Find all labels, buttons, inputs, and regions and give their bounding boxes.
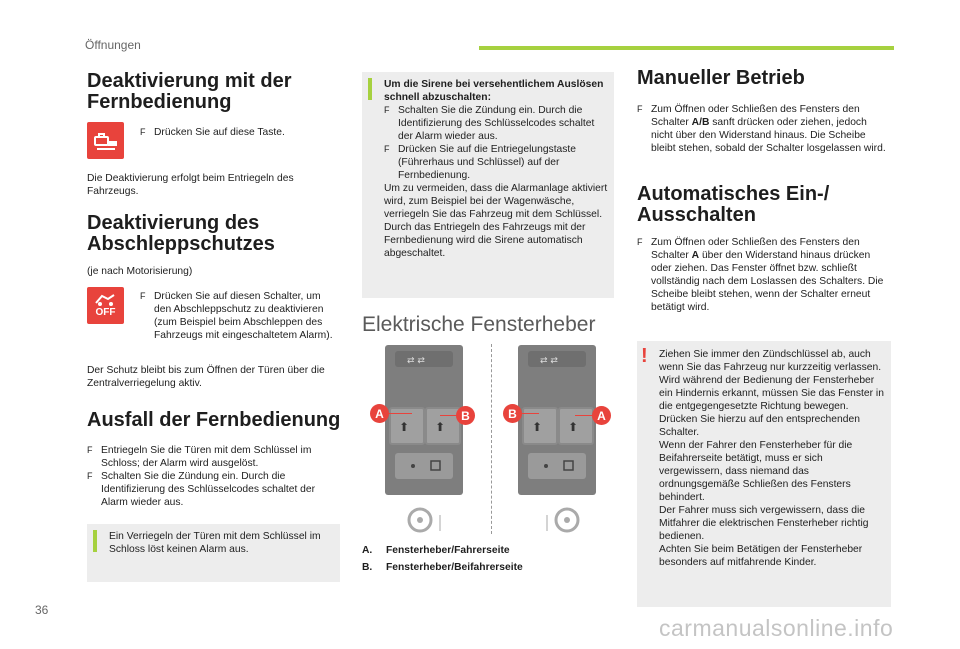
- caption-a: A. Fensterheber/Fahrerseite: [362, 545, 510, 556]
- steering-wheel-icon: [405, 505, 445, 540]
- info-bullet-unlock: F Drücken Sie auf die Entriegelungstaste (Führerhaus und Schlüssel) auf der Fernbedienung.: [384, 144, 577, 181]
- label-b-right: B: [503, 404, 522, 423]
- text-engine-note: (je nach Motorisierung): [87, 266, 193, 277]
- heading-remote-deactivation: Deaktivierung mit der Fernbedienung: [87, 70, 292, 113]
- info-marker: [93, 530, 97, 552]
- info-title: Um die Sirene bei versehentlichem Auslösen schnell abzuschalten:: [384, 79, 604, 103]
- warning-box: [637, 341, 891, 607]
- info-text-carwash: Um zu vermeiden, dass die Alarmanlage aktiviert wird, zum Beispiel bei der Wagenwäsche, verriegeln Sie das Fahrzeug mit dem Schlüssel.: [384, 183, 608, 220]
- warning-paragraph: Achten Sie beim Betätigen der Fensterheber besonders auf mitfahrende Kinder.: [659, 544, 863, 568]
- svg-text:⬆: ⬆: [435, 420, 446, 434]
- heading-automatic-operation: Automatisches Ein-/ Ausschalten: [637, 183, 830, 226]
- watermark: carmanualsonline.info: [659, 615, 894, 641]
- heading-electric-windows: Elektrische Fensterheber: [362, 313, 596, 336]
- warning-icon: !: [641, 345, 648, 367]
- driver-door-switch-panel: [385, 345, 463, 495]
- info-text-siren-off: Durch das Entriegeln des Fahrzeugs mit der Fernbedienung wird die Sirene automatisch abgeschaltet.: [384, 222, 586, 259]
- section-header: Öffnungen: [85, 38, 141, 52]
- mirror-switch: [395, 351, 453, 367]
- page-number: 36: [35, 603, 49, 617]
- label-a-right: A: [592, 406, 611, 425]
- heading-towing-protection: Deaktivierung des Abschleppschutzes: [87, 212, 275, 255]
- svg-text:⬆: ⬆: [532, 420, 543, 434]
- info-text: Ein Verriegeln der Türen mit dem Schlüssel im Schloss löst keinen Alarm aus.: [109, 531, 321, 555]
- warning-paragraph: Der Fahrer muss sich vergewissern, dass die Mitfahrer die elektrischen Fensterheber richtig bedienen.: [659, 505, 869, 542]
- svg-text:⬆: ⬆: [568, 420, 579, 434]
- label-a-left: A: [370, 404, 389, 423]
- bullet-unlock-key: F Entriegeln Sie die Türen mit dem Schlüssel im Schloss; der Alarm wird ausgelöst.: [87, 445, 312, 469]
- svg-text:⬆: ⬆: [399, 420, 410, 434]
- header-divider: [479, 46, 894, 50]
- bullet-press-button: F Drücken Sie auf diese Taste.: [140, 127, 285, 138]
- lock-switch[interactable]: [395, 453, 453, 479]
- bullet-ignition: F Schalten Sie die Zündung ein. Durch die Identifizierung des Schlüsselcodes schaltet der Alarm wieder aus.: [87, 471, 316, 508]
- info-marker: [368, 78, 372, 100]
- bullet-towing-switch: F Drücken Sie auf diesen Schalter, um den Abschleppschutz zu deaktivieren (zum Beispiel beim Abschleppen des Fahrzeugs mit eingeschaltetem Alarm).: [140, 291, 333, 341]
- info-box-key-lock: [87, 524, 340, 582]
- warning-paragraph: Wenn der Fahrer den Fensterheber für die Beifahrerseite betätigt, muss er sich vergewissern, dass niemand das ordnungsgemäße Schließen des Fensters behindert.: [659, 440, 853, 503]
- text-deactivation-unlock: Die Deaktivierung erfolgt beim Entriegeln des Fahrzeugs.: [87, 173, 294, 197]
- illustration-divider: [491, 344, 492, 534]
- svg-text:⇄ ⇄: ⇄ ⇄: [407, 356, 425, 366]
- caption-b: B. Fensterheber/Beifahrerseite: [362, 562, 523, 573]
- passenger-door-switch-panel: [518, 345, 596, 495]
- bullet-automatic: F Zum Öffnen oder Schließen des Fensters den Schalter A über den Widerstand hinaus drücken oder ziehen. Das Fenster öffnet bzw. schließt vollständig nach dem Loslassen des Schalters. Die Scheibe bleibt stehen, wenn der Schalter erneut betätigt wird.: [637, 237, 884, 313]
- remote-key-icon: [87, 122, 124, 159]
- mirror-switch: [528, 351, 586, 367]
- tow-off-icon: OFF: [87, 287, 124, 324]
- bullet-manual: F Zum Öffnen oder Schließen des Fensters den Schalter A/B sanft drücken oder ziehen, jedoch nicht über den Widerstand hinaus. Die Scheibe bleibt stehen, sobald der Schalter losgelassen wird.: [637, 104, 886, 154]
- info-bullet-ignition: F Schalten Sie die Zündung ein. Durch die Identifizierung des Schlüsselcodes schaltet der Alarm wieder aus.: [384, 105, 595, 142]
- heading-remote-failure: Ausfall der Fernbedienung: [87, 409, 341, 431]
- window-switch-a[interactable]: [558, 407, 594, 445]
- label-b-left: B: [456, 406, 475, 425]
- text-protection-active: Der Schutz bleibt bis zum Öffnen der Türen über die Zentralverriegelung aktiv.: [87, 365, 325, 389]
- lock-switch[interactable]: [528, 453, 586, 479]
- steering-wheel-icon: [542, 505, 582, 540]
- info-box-siren: [362, 72, 614, 298]
- warning-text: [659, 348, 884, 569]
- warning-paragraph: Wird während der Bedienung der Fensterheber ein Hindernis erkannt, müssen Sie das Fenster in die entgegengesetzte Richtung bewegen. Drücken Sie hierzu auf den entsprechenden Schalter.: [659, 375, 884, 438]
- heading-manual-operation: Manueller Betrieb: [637, 67, 805, 89]
- warning-paragraph: Ziehen Sie immer den Zündschlüssel ab, auch wenn Sie das Fahrzeug nur kurzzeitig verlassen.: [659, 349, 882, 373]
- svg-text:⇄ ⇄: ⇄ ⇄: [540, 356, 558, 366]
